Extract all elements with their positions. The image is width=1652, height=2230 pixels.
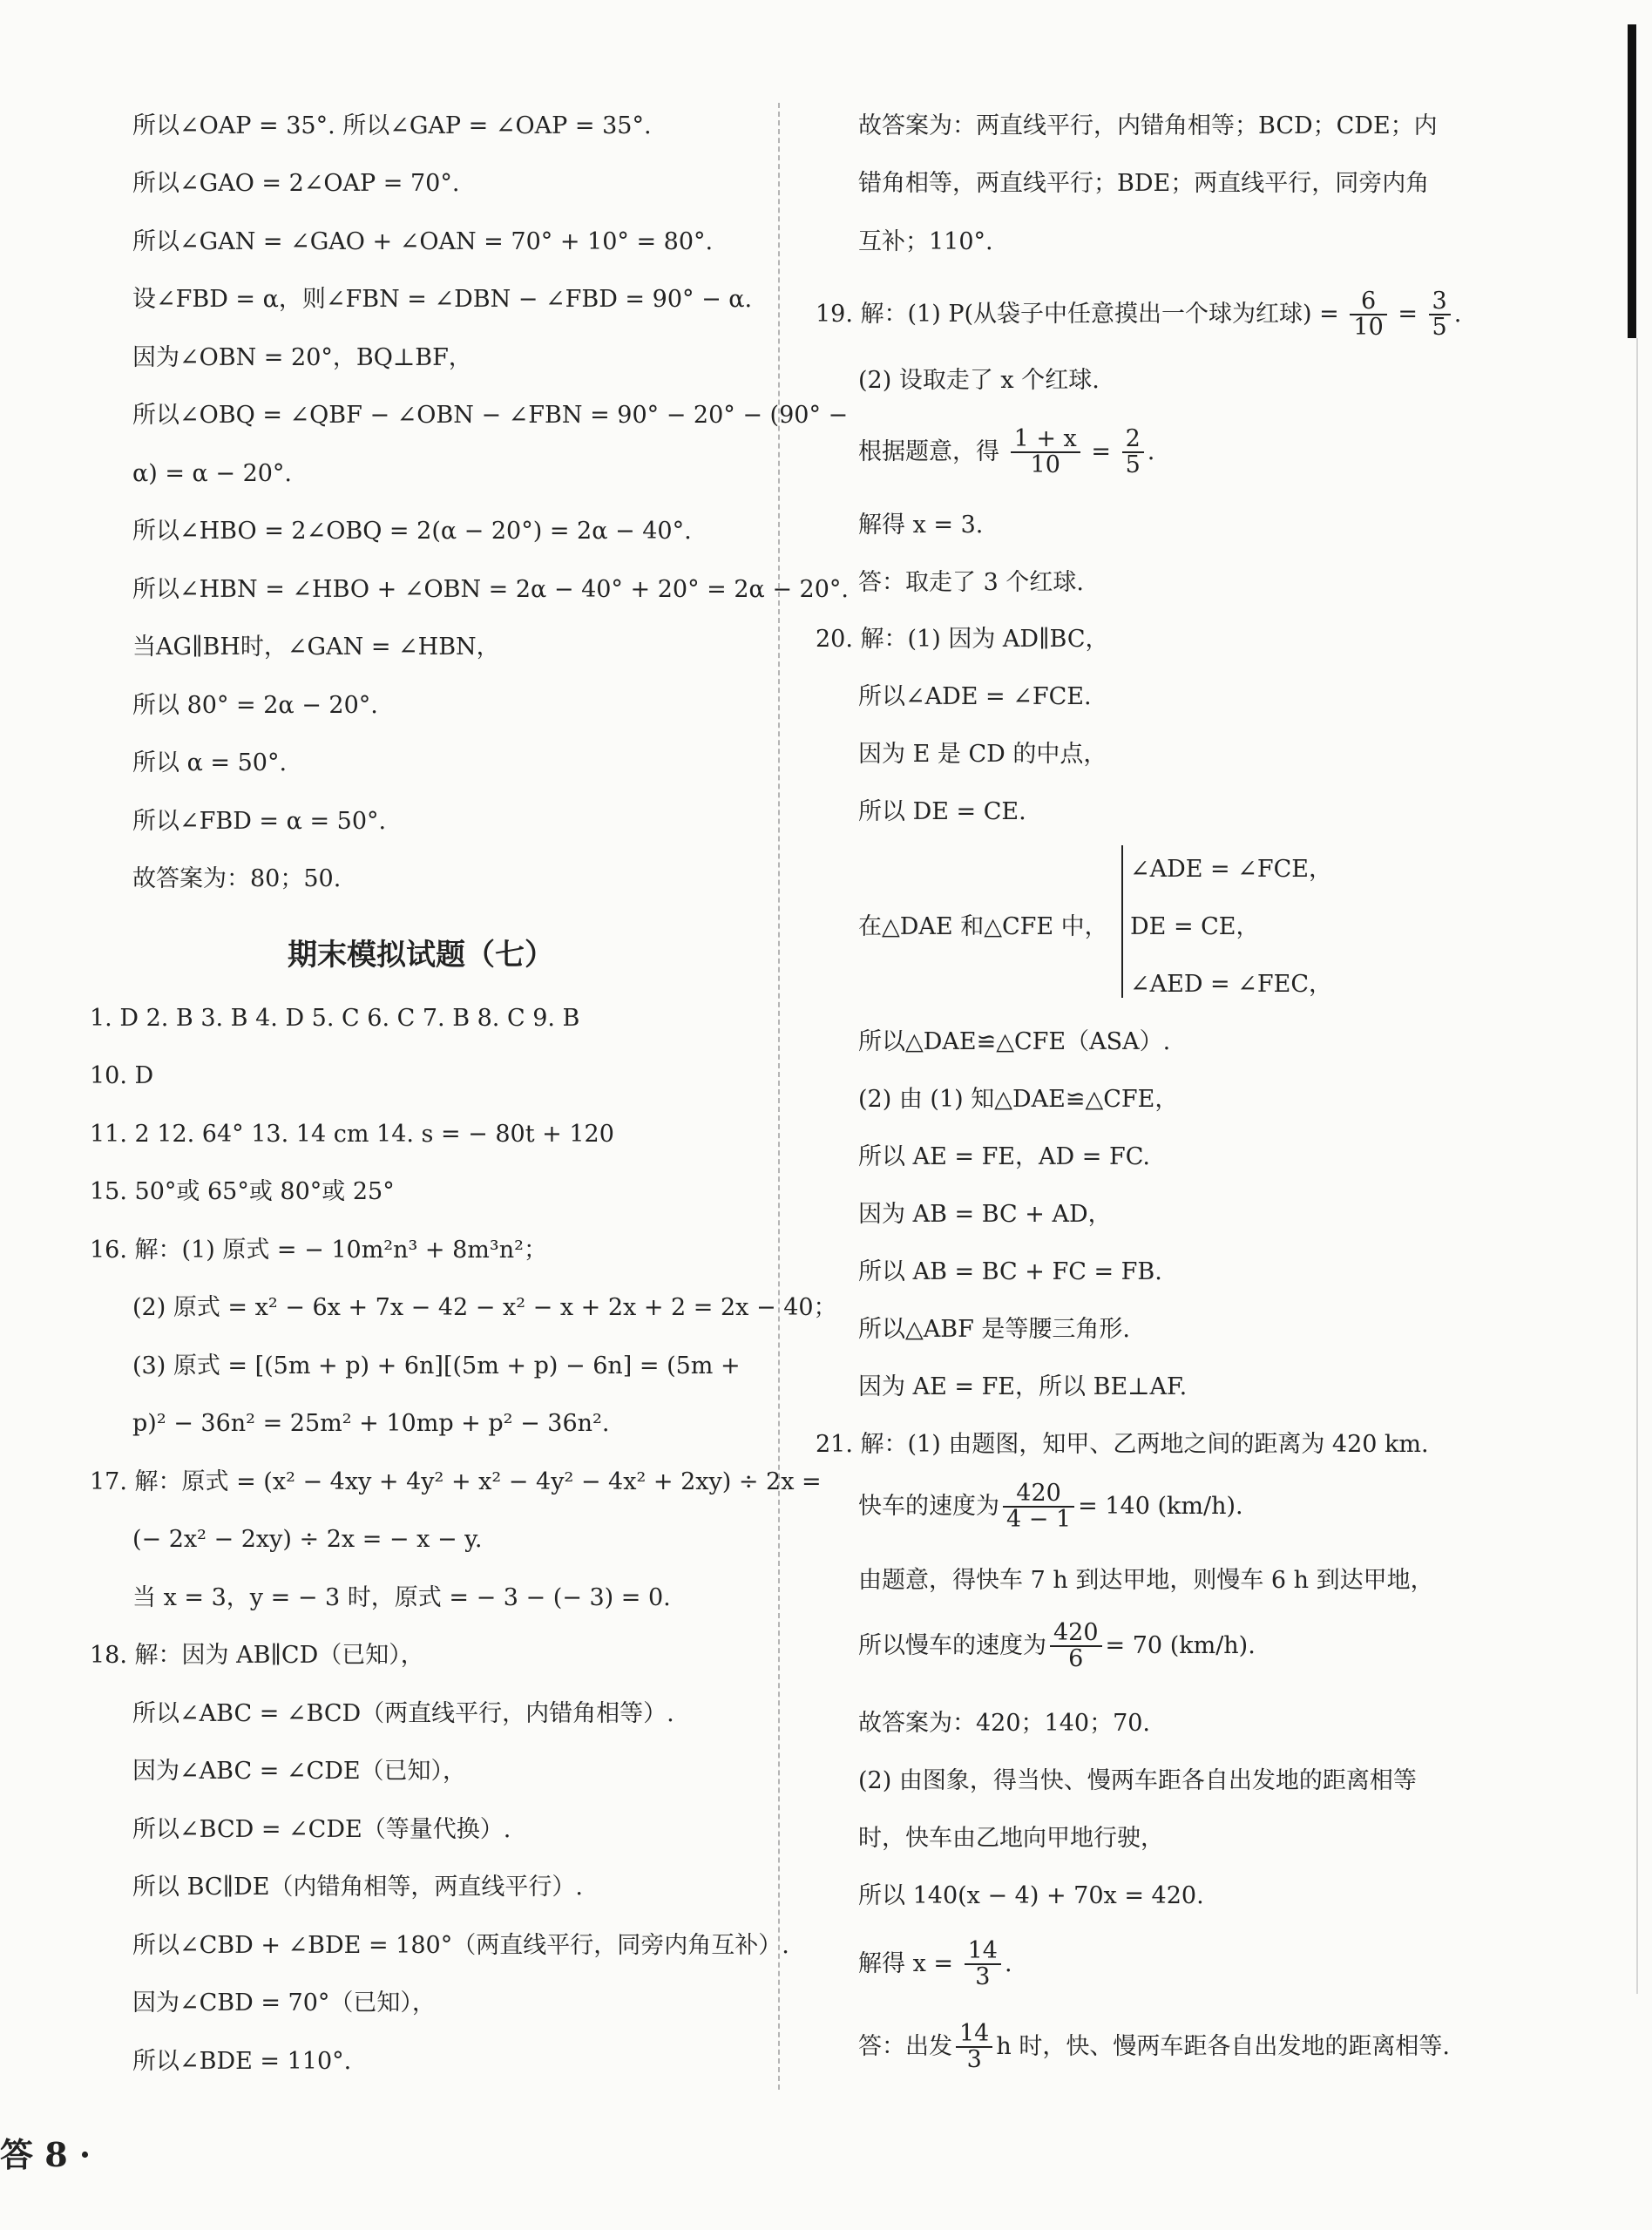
answer-line: 16. 解：(1) 原式 = − 10m²n³ + 8m³n²； [90,1237,547,1264]
left-line: 因为∠OBN = 20°，BQ⊥BF， [132,344,472,371]
answer-line: 因为∠CBD = 70°（已知）， [132,1989,436,2016]
fraction-denominator: 10 [1030,451,1060,479]
fraction [965,1939,1001,1990]
fraction [1122,427,1144,478]
answer-line: 因为∠ABC = ∠CDE（已知）， [132,1758,467,1785]
q19-line-4: 解得 x = 3. [858,512,984,539]
q19-line-5: 答：取走了 3 个红球. [858,569,1084,596]
fraction-numerator: 6 [1350,289,1386,315]
q20-line: 所以∠ADE = ∠FCE. [858,683,1092,710]
right-line: 故答案为：两直线平行，内错角相等；BCD；CDE；内 [858,112,1438,139]
left-line: 所以 80° = 2α − 20°. [132,692,378,719]
left-line: 所以∠GAN = ∠GAO + ∠OAN = 70° + 10° = 80°. [132,228,714,255]
fraction [1003,1481,1074,1533]
system-brace [1121,845,1130,998]
q21-line-8: 所以 140(x − 4) + 70x = 420. [858,1882,1204,1909]
fraction [1011,427,1080,478]
q19-prefix-3: 根据题意，得 [858,437,999,465]
q20-line: 20. 解：(1) 因为 AD∥BC， [816,626,1109,653]
q21-suffix-10: h 时，快、慢两车距各自出发地的距离相等. [996,2032,1450,2060]
answer-line: (3) 原式 = [(5m + p) + 6n][(5m + p) − 6n] = (5m + [132,1352,741,1379]
q20-line: 因为 AB = BC + AD， [858,1201,1112,1228]
q20-system-eq: ∠ADE = ∠FCE， [1130,856,1332,883]
fraction-numerator: 420 [1050,1621,1102,1647]
fraction-denominator: 3 [966,2046,982,2074]
left-line: 设∠FBD = α，则∠FBN = ∠DBN − ∠FBD = 90° − α. [132,286,753,313]
fraction-denominator: 5 [1125,451,1141,479]
answer-line: 17. 解：原式 = (x² − 4xy + 4y² + x² − 4y² − 4x² + 2xy) ÷ 2x = [90,1468,822,1495]
fraction-numerator: 14 [965,1939,1001,1965]
q20-line: (2) 由 (1) 知△DAE≌△CFE， [858,1086,1179,1113]
answer-line: 18. 解：因为 AB∥CD（已知）， [90,1642,424,1669]
fraction-numerator: 14 [956,2022,992,2048]
left-line: 所以∠GAO = 2∠OAP = 70°. [132,170,460,197]
answer-line: (2) 原式 = x² − 6x + 7x − 42 − x² − x + 2x + 2 = 2x − 40； [132,1294,837,1321]
q20-line: 所以 AB = BC + FC = FB. [858,1258,1162,1285]
answer-line: (− 2x² − 2xy) ÷ 2x = − x − y. [132,1526,483,1553]
q21-line-9: 解得 x = $\frac{14}{3}$ . [858,1937,1012,1991]
left-line: 所以∠FBD = α = 50°. [132,808,387,835]
fraction-numerator: 2 [1122,427,1144,453]
answer-line: 所以∠BDE = 110°. [132,2048,352,2075]
q21-suffix-2: = 140 (km/h). [1078,1492,1243,1520]
q21-line-4 [858,1621,1256,1672]
q21-line-10 [858,2022,1450,2073]
fraction-numerator: 420 [1003,1481,1074,1508]
q19-line-1: 19. 解：(1) P(从袋子中任意摸出一个球为红球) = $\frac{6}{10}$ = $\frac{3}{5}$ . [816,288,1462,342]
answer-line: 当 x = 3，y = − 3 时，原式 = − 3 − (− 3) = 0. [132,1584,671,1611]
q20-line: 所以 DE = CE. [858,798,1026,825]
q21-prefix-2: 快车的速度为 [858,1492,999,1520]
right-line: 错角相等，两直线平行；BDE；两直线平行，同旁内角 [858,170,1430,197]
q20-system-prefix: 在△DAE 和△CFE 中， [858,913,1108,940]
answer-line: 15. 50°或 65°或 80°或 25° [90,1178,395,1205]
q21-suffix-4: = 70 (km/h). [1105,1631,1256,1659]
left-line: 当AG∥BH时，∠GAN = ∠HBN， [132,634,500,661]
q21-line-7: 时，快车由乙地向甲地行驶， [858,1825,1164,1852]
q20-line: 因为 E 是 CD 的中点， [858,741,1107,768]
right-line: 互补；110°. [858,228,993,255]
fraction-denominator: 10 [1353,314,1384,342]
q21-line-5: 故答案为：420；140；70. [858,1710,1151,1737]
answer-line: p)² − 36n² = 25m² + 10mp + p² − 36n². [132,1410,610,1437]
q21-line-3: 由题意，得快车 7 h 到达甲地，则慢车 6 h 到达甲地， [858,1567,1434,1594]
q21-prefix-4: 所以慢车的速度为 [858,1631,1046,1659]
scan-edge-bar [1628,24,1636,338]
q20-line: 因为 AE = FE，所以 BE⊥AF. [858,1373,1188,1400]
q19-line-3: 根据题意，得 $\frac{1 + x}{10}$ = $\frac{2}{5}$ . [858,425,1155,479]
fraction-denominator: 6 [1068,1645,1084,1673]
left-line: 所以∠OAP = 35°. 所以∠GAP = ∠OAP = 35°. [132,112,652,139]
answer-line: 10. D [90,1062,154,1089]
q19-prefix: 19. 解：(1) P(从袋子中任意摸出一个球为红球) = [816,300,1339,328]
fraction [1350,289,1386,341]
answer-line: 所以∠BCD = ∠CDE（等量代换）. [132,1816,511,1843]
q21-line-1: 21. 解：(1) 由题图，知甲、乙两地之间的距离为 420 km. [816,1431,1429,1458]
q20-system-eq: DE = CE， [1130,913,1260,940]
section-title: 期末模拟试题（七） [288,938,554,973]
fraction-numerator: 1 + x [1011,427,1080,453]
q21-line-2 [858,1481,1243,1533]
fraction [956,2022,992,2073]
fraction [1429,289,1451,341]
fraction-numerator: 3 [1429,289,1451,315]
q19-line-2: (2) 设取走了 x 个红球. [858,367,1100,394]
q20-line: 所以△ABF 是等腰三角形. [858,1316,1131,1343]
left-line: 所以 α = 50°. [132,749,288,776]
fraction-denominator: 4 − 1 [1006,1506,1072,1534]
answer-line: 所以 BC∥DE（内错角相等，两直线平行）. [132,1874,583,1901]
answer-line: 11. 2 12. 64° 13. 14 cm 14. s = − 80t + 120 [90,1121,614,1148]
answer-line: 所以∠CBD + ∠BDE = 180°（两直线平行，同旁内角互补）. [132,1932,789,1959]
left-line: 所以∠HBN = ∠HBO + ∠OBN = 2α − 40° + 20° = 2α − 20°. [132,576,849,603]
left-line: 所以∠HBO = 2∠OBQ = 2(α − 20°) = 2α − 40°. [132,518,692,545]
q21-prefix-9: 解得 x = [858,1949,954,1977]
scan-edge-line [1636,338,1638,1994]
q20-system-eq: ∠AED = ∠FEC， [1130,971,1332,998]
page-footer: 答 8 · [0,2135,91,2174]
q21-line-6: (2) 由图象，得当快、慢两车距各自出发地的距离相等 [858,1767,1417,1794]
answer-line: 1. D 2. B 3. B 4. D 5. C 6. C 7. B 8. C 9. B [90,1005,580,1032]
q21-prefix-10: 答：出发 [858,2032,952,2060]
left-line: 所以∠OBQ = ∠QBF − ∠OBN − ∠FBN = 90° − 20° − (90° − [132,402,849,429]
fraction [1050,1621,1102,1672]
left-line: 故答案为：80；50. [132,865,342,892]
answer-line: 所以∠ABC = ∠BCD（两直线平行，内错角相等）. [132,1700,674,1727]
q20-line: 所以△DAE≌△CFE（ASA）. [858,1028,1171,1055]
fraction-denominator: 3 [975,1963,991,1991]
left-line: α) = α − 20°. [132,460,293,487]
fraction-denominator: 5 [1432,314,1447,342]
q20-line: 所以 AE = FE，AD = FC. [858,1143,1150,1170]
